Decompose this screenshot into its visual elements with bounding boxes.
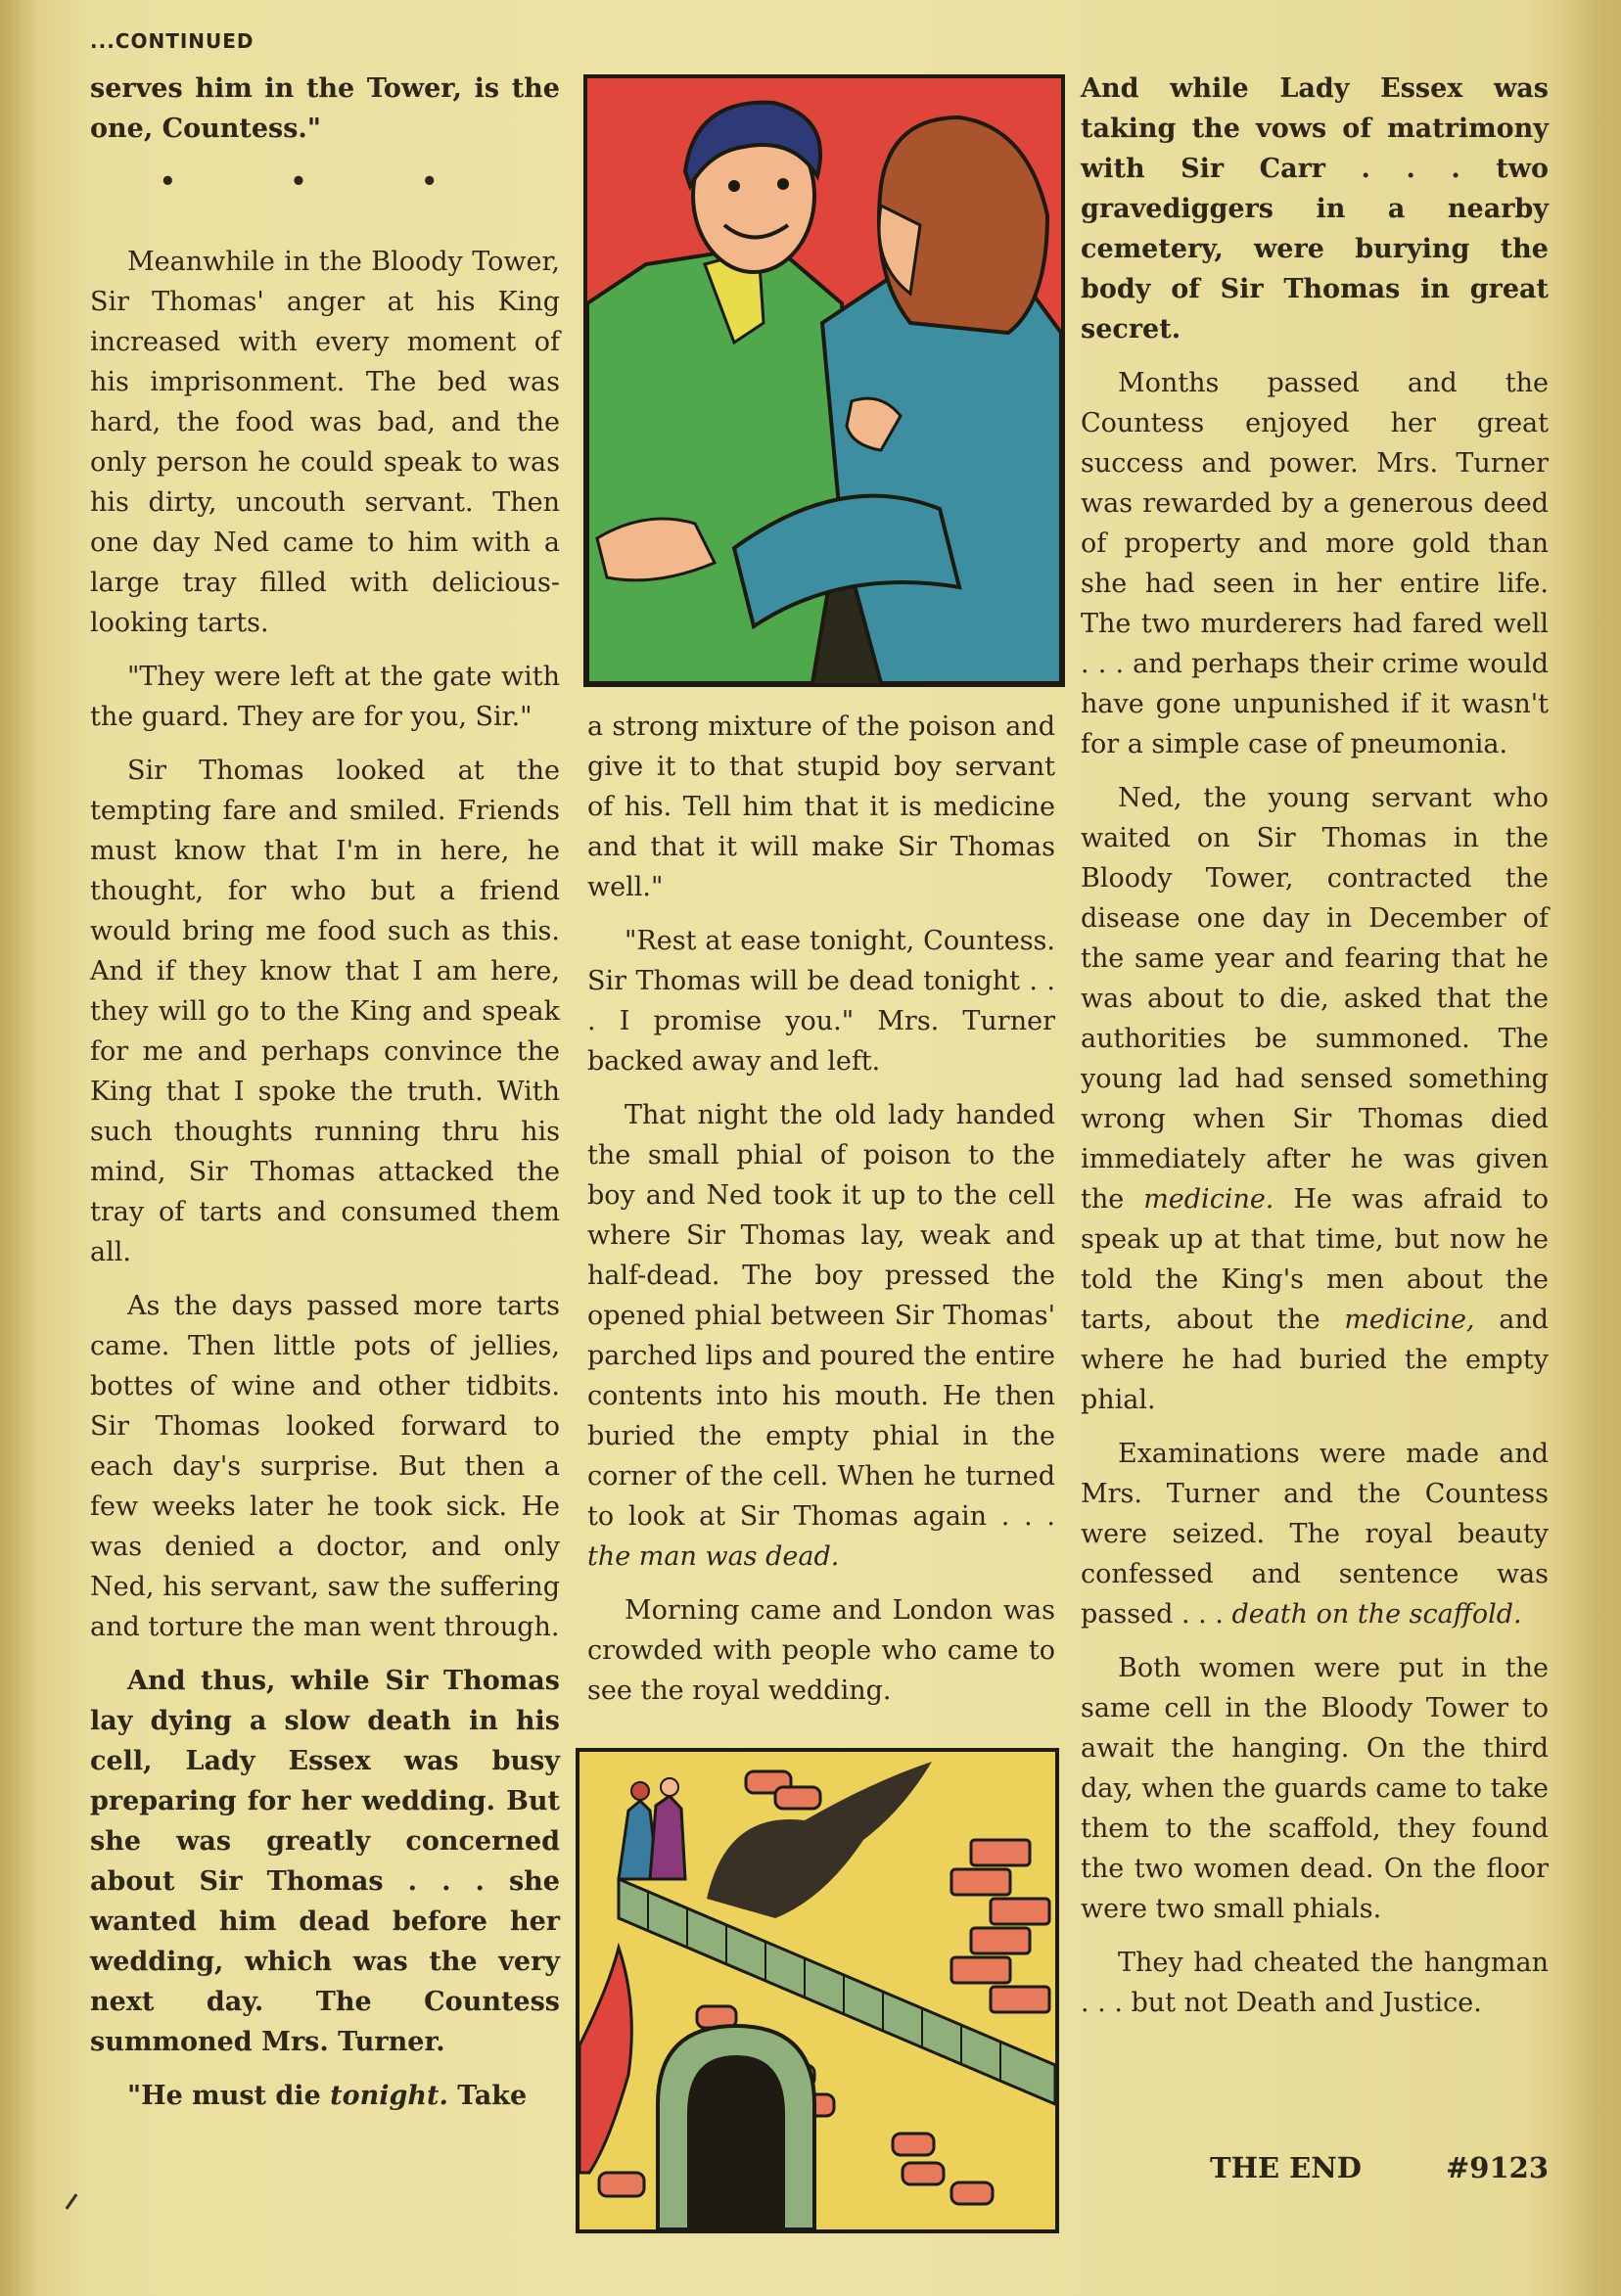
print-mark xyxy=(66,2193,78,2209)
paragraph: serves him in the Tower, is the one, Countess." xyxy=(90,73,560,144)
paragraph: And thus, while Sir Thomas lay dying a slow death in his cell, Lady Essex was busy preparing for her wedding. But she was greatly concerned about Sir Thomas . . . she wanted him dead before her wedding, which was the very next day. The Countess summoned Mrs. Turner. xyxy=(90,1666,560,2057)
text-run: Ned, the young servant who waited on Sir Thomas in the Bloody Tower, contracted the disease one day in December of the same year and fearing that he was about to die, asked that the authorities be summoned. The young lad had sensed something wrong when Sir Thomas died immediately after he was given the xyxy=(1081,783,1549,1215)
text-run: Examinations were made and Mrs. Turner and the Countess were seized. The royal beauty confessed and sentence was passed . . . xyxy=(1081,1439,1549,1630)
paragraph: a strong mixture of the poison and give it to that stupid boy servant of his. Tell him that it is medicine and that it will make Sir Thomas well." xyxy=(587,712,1055,902)
paragraph: Months passed and the Countess enjoyed her great success and power. Mrs. Turner was rewarded by a generous deed of property and more gold than she had seen in her entire life. The two murderers had fared well . . . and perhaps their crime would have gone unpunished if it wasn't for a simple case of pneumonia. xyxy=(1081,368,1549,759)
paragraph: Meanwhile in the Bloody Tower, Sir Thomas' anger at his King increased with every moment of his imprisonment. The bed was hard, the food was bad, and the only person he could speak to was his dirty, uncouth servant. Then one day Ned came to him with a large tray filled with delicious-looking tarts. xyxy=(90,247,560,638)
emphasis-text: medicine. xyxy=(1143,1184,1274,1215)
text-run: Take xyxy=(447,2081,528,2111)
text-run: He was afraid to speak up at that time, but now he told the King's men about the tarts, about the xyxy=(1081,1184,1549,1335)
the-end-label: THE END xyxy=(1210,2151,1362,2184)
section-separator: • • • xyxy=(160,167,490,197)
paragraph xyxy=(1081,1434,1549,1634)
text-run: That night the old lady handed the small phial of poison to the boy and Ned took it up to the cell where Sir Thomas lay, weak and half-dead. The boy pressed the opened phial between Sir Thomas' parched lips and poured the entire contents into his mouth. He then buried the empty phial in the corner of the cell. When he turned to look at Sir Thomas again . . . xyxy=(587,1100,1055,1532)
comic-panel-stairway xyxy=(576,1748,1059,2233)
paragraph xyxy=(587,1095,1055,1577)
story-end-footer xyxy=(1210,2151,1549,2184)
paragraph: Morning came and London was crowded with people who came to see the royal wedding. xyxy=(587,1595,1055,1706)
paragraph: And while Lady Essex was taking the vows of matrimony with Sir Carr . . . two gravediggers in a nearby cemetery, were burying the body of Sir Thomas in great secret. xyxy=(1081,73,1549,344)
comic-panel-confrontation xyxy=(583,74,1065,687)
stairway-illustration xyxy=(579,1752,1055,2229)
paragraph: Sir Thomas looked at the tempting fare and smiled. Friends must know that I'm in here, he thought, for who but a friend would bring me food such as this. And if they know that I am here, they will go to the King and speak for me and perhaps convince the King that I spoke the truth. With such thoughts running thru his mind, Sir Thomas attacked the tray of tarts and consumed them all. xyxy=(90,756,560,1267)
text-column-1 xyxy=(90,69,560,2130)
confrontation-illustration xyxy=(587,78,1061,683)
text-column-3 xyxy=(1081,69,1549,2037)
paragraph: "Rest at ease tonight, Countess. Sir Thomas will be dead tonight . . . I promise you." Mrs. Turner backed away and left. xyxy=(587,926,1055,1077)
emphasis-text: medicine, xyxy=(1344,1305,1475,1335)
paragraph: As the days passed more tarts came. Then little pots of jellies, bottes of wine and other tidbits. Sir Thomas looked forward to each day's surprise. But then a few weeks later he took sick. He was denied a doctor, and only Ned, his servant, saw the suffering and torture the man went through. xyxy=(90,1291,560,1642)
emphasis-text: death on the scaffold. xyxy=(1231,1599,1522,1630)
text-run: "He must die xyxy=(127,2081,331,2111)
emphasis-text: tonight. xyxy=(330,2081,448,2111)
paragraph xyxy=(90,2076,560,2116)
story-code: #9123 xyxy=(1445,2151,1549,2184)
text-column-2 xyxy=(587,707,1055,1724)
paragraph: They had cheated the hangman . . . but not Death and Justice. xyxy=(1081,1948,1549,2018)
page-edge-shadow-right xyxy=(1562,0,1621,2296)
continued-header: ...CONTINUED xyxy=(90,29,255,53)
paragraph: Both women were put in the same cell in the Bloody Tower to await the hanging. On the third day, when the guards came to take them to the scaffold, they found the two women dead. On the floor were two small phials. xyxy=(1081,1653,1549,1924)
paragraph: "They were left at the gate with the guard. They are for you, Sir." xyxy=(90,662,560,732)
text-run: and where he had buried the empty phial. xyxy=(1081,1305,1549,1415)
page-edge-shadow-left xyxy=(0,0,39,2296)
emphasis-text: the man was dead. xyxy=(587,1541,840,1572)
paragraph xyxy=(1081,778,1549,1420)
